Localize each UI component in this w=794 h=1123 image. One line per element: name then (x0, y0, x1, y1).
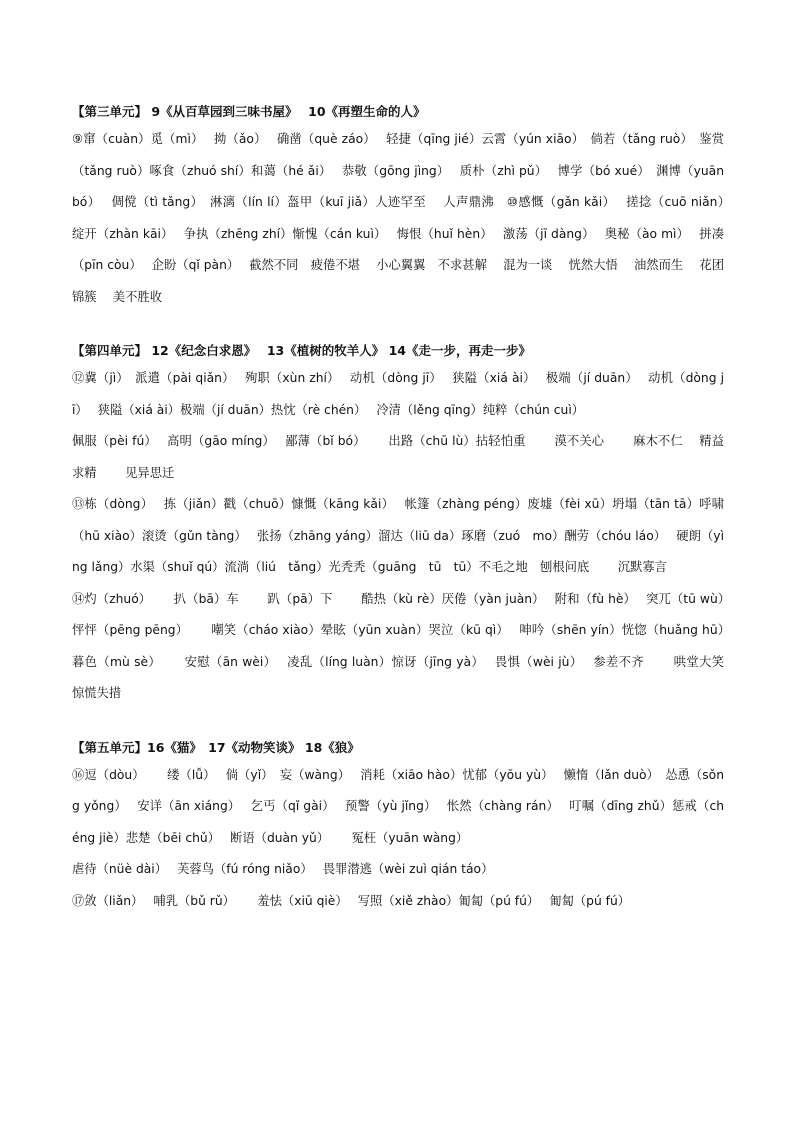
unit-4-heading: 【第四单元】 12《纪念白求恩》 13《植树的牧羊人》 14《走一步，再走一步》 (72, 343, 531, 358)
unit-5-vocab-paragraph-16: ⑯逗（dòu） 缕（lǚ） 倘（yǐ） 妄（wàng） 消耗（xiāo hào）忧郁（yōu yù） 懒惰（lǎn duò） 怂恿（sǒng yǒng） 安详（ān xiáng） 乞丐（qǐ gài） 预警（yù jǐng） 怅然（chàng rán） 叮嘱（dīng zhǔ）惩戒（chéng jiè）悲楚（bēi chǔ） 断语（duàn yǔ） 冤枉（yuān wàng） (72, 767, 724, 845)
document-page (72, 100, 741, 943)
unit-4-vocab-paragraph-12-cont: 佩服（pèi fú） 高明（gāo míng） 鄙薄（bǐ bó） 出路（chū lù）拈轻怕重 漠不关心 麻木不仁 精益求精 见异思迁 (72, 434, 724, 480)
unit-3-heading: 【第三单元】 9《从百草园到三味书屋》 10《再塑生命的人》 (72, 104, 426, 119)
unit-5-section (72, 736, 724, 918)
unit-4-vocab-paragraph-12: ⑫冀（jì） 派遣（pài qiǎn） 殉职（xùn zhí） 动机（dòng jī） 狭隘（xiá ài） 极端（jí duān） 动机（dòng jī） 狭隘（xiá ài）极端（jí duān）热忱（rè chén） 冷清（lěng qīng）纯粹（chún cuì） (72, 371, 724, 417)
unit-5-vocab-paragraph-16-cont: 虐待（nüè dài） 芙蓉鸟（fú róng niǎo） 畏罪潜逃（wèi zuì qián táo） (72, 862, 494, 876)
unit-4-section (72, 339, 741, 710)
unit-5-vocab-paragraph-17: ⑰敛（liǎn） 哺乳（bǔ rǔ） 羞怯（xiū qiè） 写照（xiě zhào）匍匐（pú fú） 匍匐（pú fú） (72, 893, 631, 908)
unit-4-vocab-paragraph-13: ⑬栋（dòng） 拣（jiǎn）戳（chuō）慷慨（kāng kǎi） 帐篷（zhàng péng）废墟（fèi xū）坍塌（tān tā）呼啸（hū xiào）滚烫（gǔn tàng） 张扬（zhāng yáng）溜达（liū da）琢磨（zuó mo）酬劳（chóu láo） 硬朗（yìng lǎng）水渠（shuǐ qú）流淌（liú tǎng）光秃秃（guāng tū tū）不毛之地 刨根问底 沉默寡言 (72, 497, 724, 574)
unit-4-vocab-paragraph-14: ⑭灼（zhuó） 扒（bā）车 趴（pā）下 酷热（kù rè）厌倦（yàn juàn） 附和（fù hè） 突兀（tū wù） 怦怦（pēng pēng） 嘲笑（cháo xiào）晕眩（yūn xuàn）哭泣（kū qì） 呻吟（shēn yín）恍惚（huǎng hū） 暮色（mù sè） 安慰（ān wèi） 凌乱（líng luàn）惊讶（jīng yà） 畏惧（wèi jù） 参差不齐 哄堂大笑 惊慌失措 (72, 591, 741, 700)
unit-3-section (72, 100, 741, 313)
unit-5-heading: 【第五单元】16《猫》 17《动物笑谈》 18《狼》 (72, 739, 360, 755)
unit-3-vocab-paragraph: ⑨窜（cuàn）觅（mì） 拗（ǎo） 确凿（què záo） 轻捷（qīng jié）云霄（yún xiāo） 倘若（tǎng ruò） 鉴赏（tǎng ruò）啄食（zhuó shí）和蔼（hé ǎi） 恭敬（gōng jìng） 质朴（zhì pǔ） 博学（bó xué） 渊博（yuān bó） 倜傥（tì tǎng） 淋漓（lín lí）盔甲（kuī jiǎ）人迹罕至 人声鼎沸 ⑩感慨（gǎn kǎi） 搓捻（cuō niǎn） 绽开（zhàn kāi） 争执（zhēng zhí）惭愧（cán kuì） 悔恨（huǐ hèn） 激荡（jī dàng） 奥秘（ào mì） 拼凑（pīn còu） 企盼（qǐ pàn） 截然不同 疲倦不堪 小心翼翼 不求甚解 混为一谈 恍然大悟 油然而生 花团锦簇 美不胜收 (72, 132, 741, 304)
